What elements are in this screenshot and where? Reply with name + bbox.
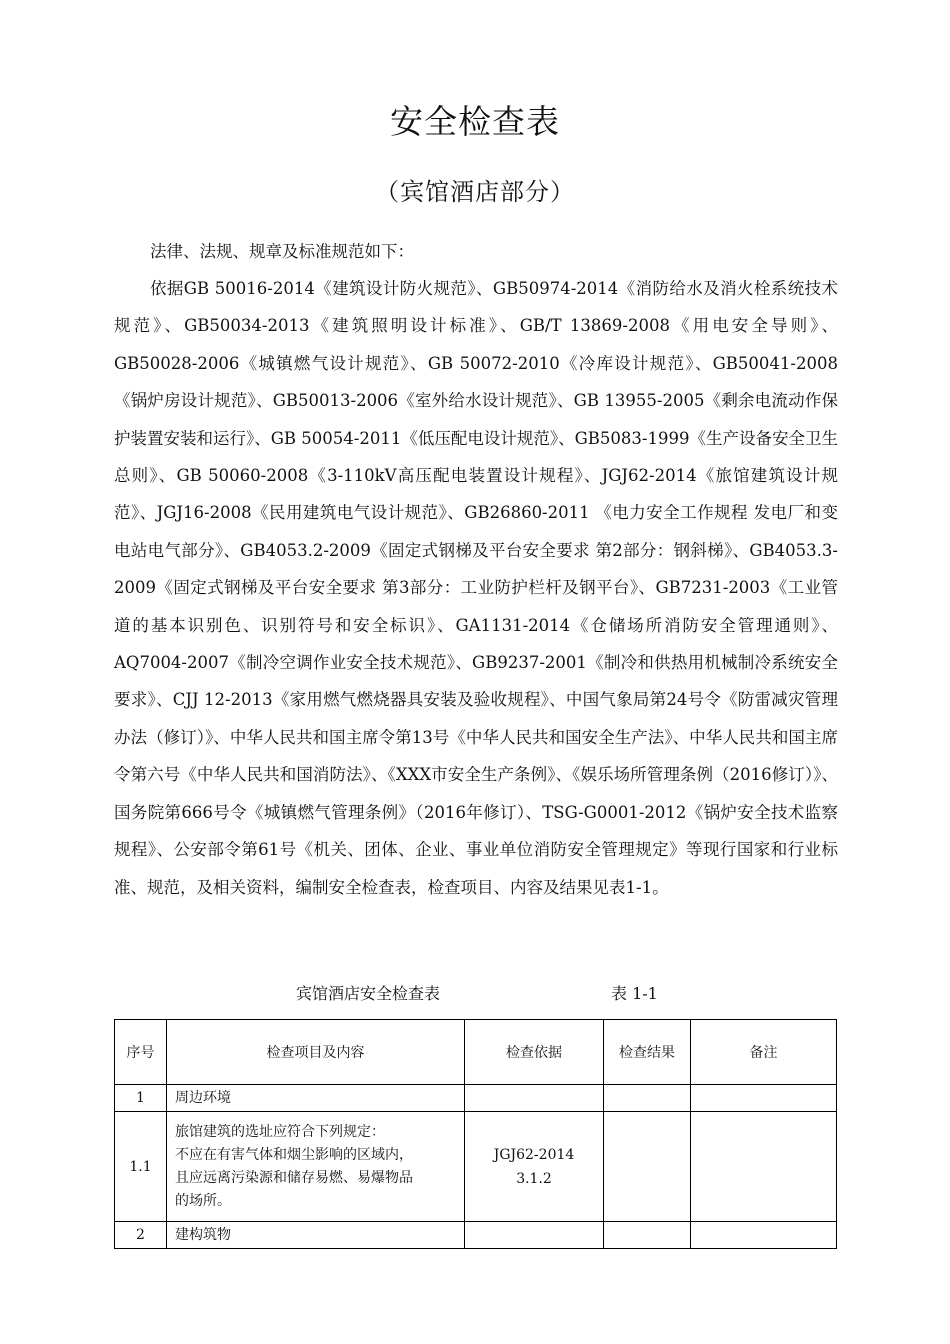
item-cell [167,1222,465,1249]
table-row [115,1085,837,1112]
item-line: 的场所。 [175,1192,231,1209]
basis-line: JGJ62-2014 [493,1146,575,1163]
result-cell [604,1085,691,1112]
table-number: 表 1-1 [611,984,658,1003]
basis-line: 3.1.2 [516,1170,552,1187]
basis-cell [465,1085,604,1112]
table-header-row [115,1020,837,1085]
document-subtitle: （宾馆酒店部分） [375,178,575,206]
intro-paragraph: 法律、法规、规章及标准规范如下： [150,242,414,261]
result-cell [604,1112,691,1222]
standards-paragraph: 依据GB 50016-2014《建筑设计防火规范》、GB50974-2014《消防给水及消火栓系统技术规范》、GB50034-2013《建筑照明设计标准》、GB/T 13869-2008《用电安全导则》、GB50028-2006《城镇燃气设计规范》、GB 50072-2010《冷库设计规范》、GB50041-2008《锅炉房设计规范》、GB50013-2006《室外给水设计规范》、GB 13955-2005《剩余电流动作保护装置安装和运行》、GB 50054-2011《低压配电设计规范》、GB5083-1999《生产设备安全卫生总则》、GB 50060-2008《3-110kV高压配电装置设计规程》、JGJ62-2014《旅馆建筑设计规范》、JGJ16-2008《民用建筑电气设计规范》、GB26860-2011 《电力安全工作规程 发电厂和变电站电气部分》、GB4053.2-2009《固定式钢梯及平台安全要求 第2部分：钢斜梯》、GB4053.3-2009《固定式钢梯及平台安全要求 第3部分：工业防护栏杆及钢平台》、GB7231-2003《工业管道的基本识别色、识别符号和安全标识》、GA1131-2014《仓储场所消防安全管理通则》、AQ7004-2007《制冷空调作业安全技术规范》、GB9237-2001《制冷和供热用机械制冷系统安全要求》、CJJ 12-2013《家用燃气燃烧器具安装及验收规程》、中国气象局第24号令《防雷减灾管理办法（修订）》、中华人民共和国主席令第13号《中华人民共和国安全生产法》、中华人民共和国主席令第六号《中华人民共和国消防法》、《XXX市安全生产条例》、《娱乐场所管理条例（2016修订）》、国务院第666号令《城镇燃气管理条例》（2016年修订）、TSG-G0001-2012《锅炉安全技术监察规程》、公安部令第61号《机关、团体、企业、事业单位消防安全管理规定》等现行国家和行业标准、规范，及相关资料，编制安全检查表，检查项目、内容及结果见表1-1。 [114,279,838,897]
item-line: 且应远离污染源和储存易燃、易爆物品 [175,1169,413,1186]
table-caption: 宾馆酒店安全检查表 [296,984,441,1003]
note-cell [691,1222,837,1249]
header-cell: 序号 [115,1020,167,1085]
safety-check-table [114,1019,837,1249]
item-cell [167,1085,465,1112]
basis-cell [465,1222,604,1249]
item-cell [167,1112,465,1222]
header-cell: 检查依据 [465,1020,604,1085]
basis-cell [465,1112,604,1222]
item-line: 建构筑物 [175,1226,231,1243]
header-cell: 备注 [691,1020,837,1085]
row-number-cell: 2 [115,1222,167,1249]
result-cell [604,1222,691,1249]
header-cell: 检查结果 [604,1020,691,1085]
document-title: 安全检查表 [390,102,560,141]
row-number-cell: 1 [115,1085,167,1112]
table-row [115,1112,837,1222]
header-cell: 检查项目及内容 [167,1020,465,1085]
item-line: 旅馆建筑的选址应符合下列规定： [175,1123,385,1140]
row-number-cell: 1.1 [115,1112,167,1222]
table-row [115,1222,837,1249]
note-cell [691,1085,837,1112]
item-line: 不应在有害气体和烟尘影响的区域内， [175,1146,413,1163]
note-cell [691,1112,837,1222]
item-line: 周边环境 [175,1089,231,1106]
